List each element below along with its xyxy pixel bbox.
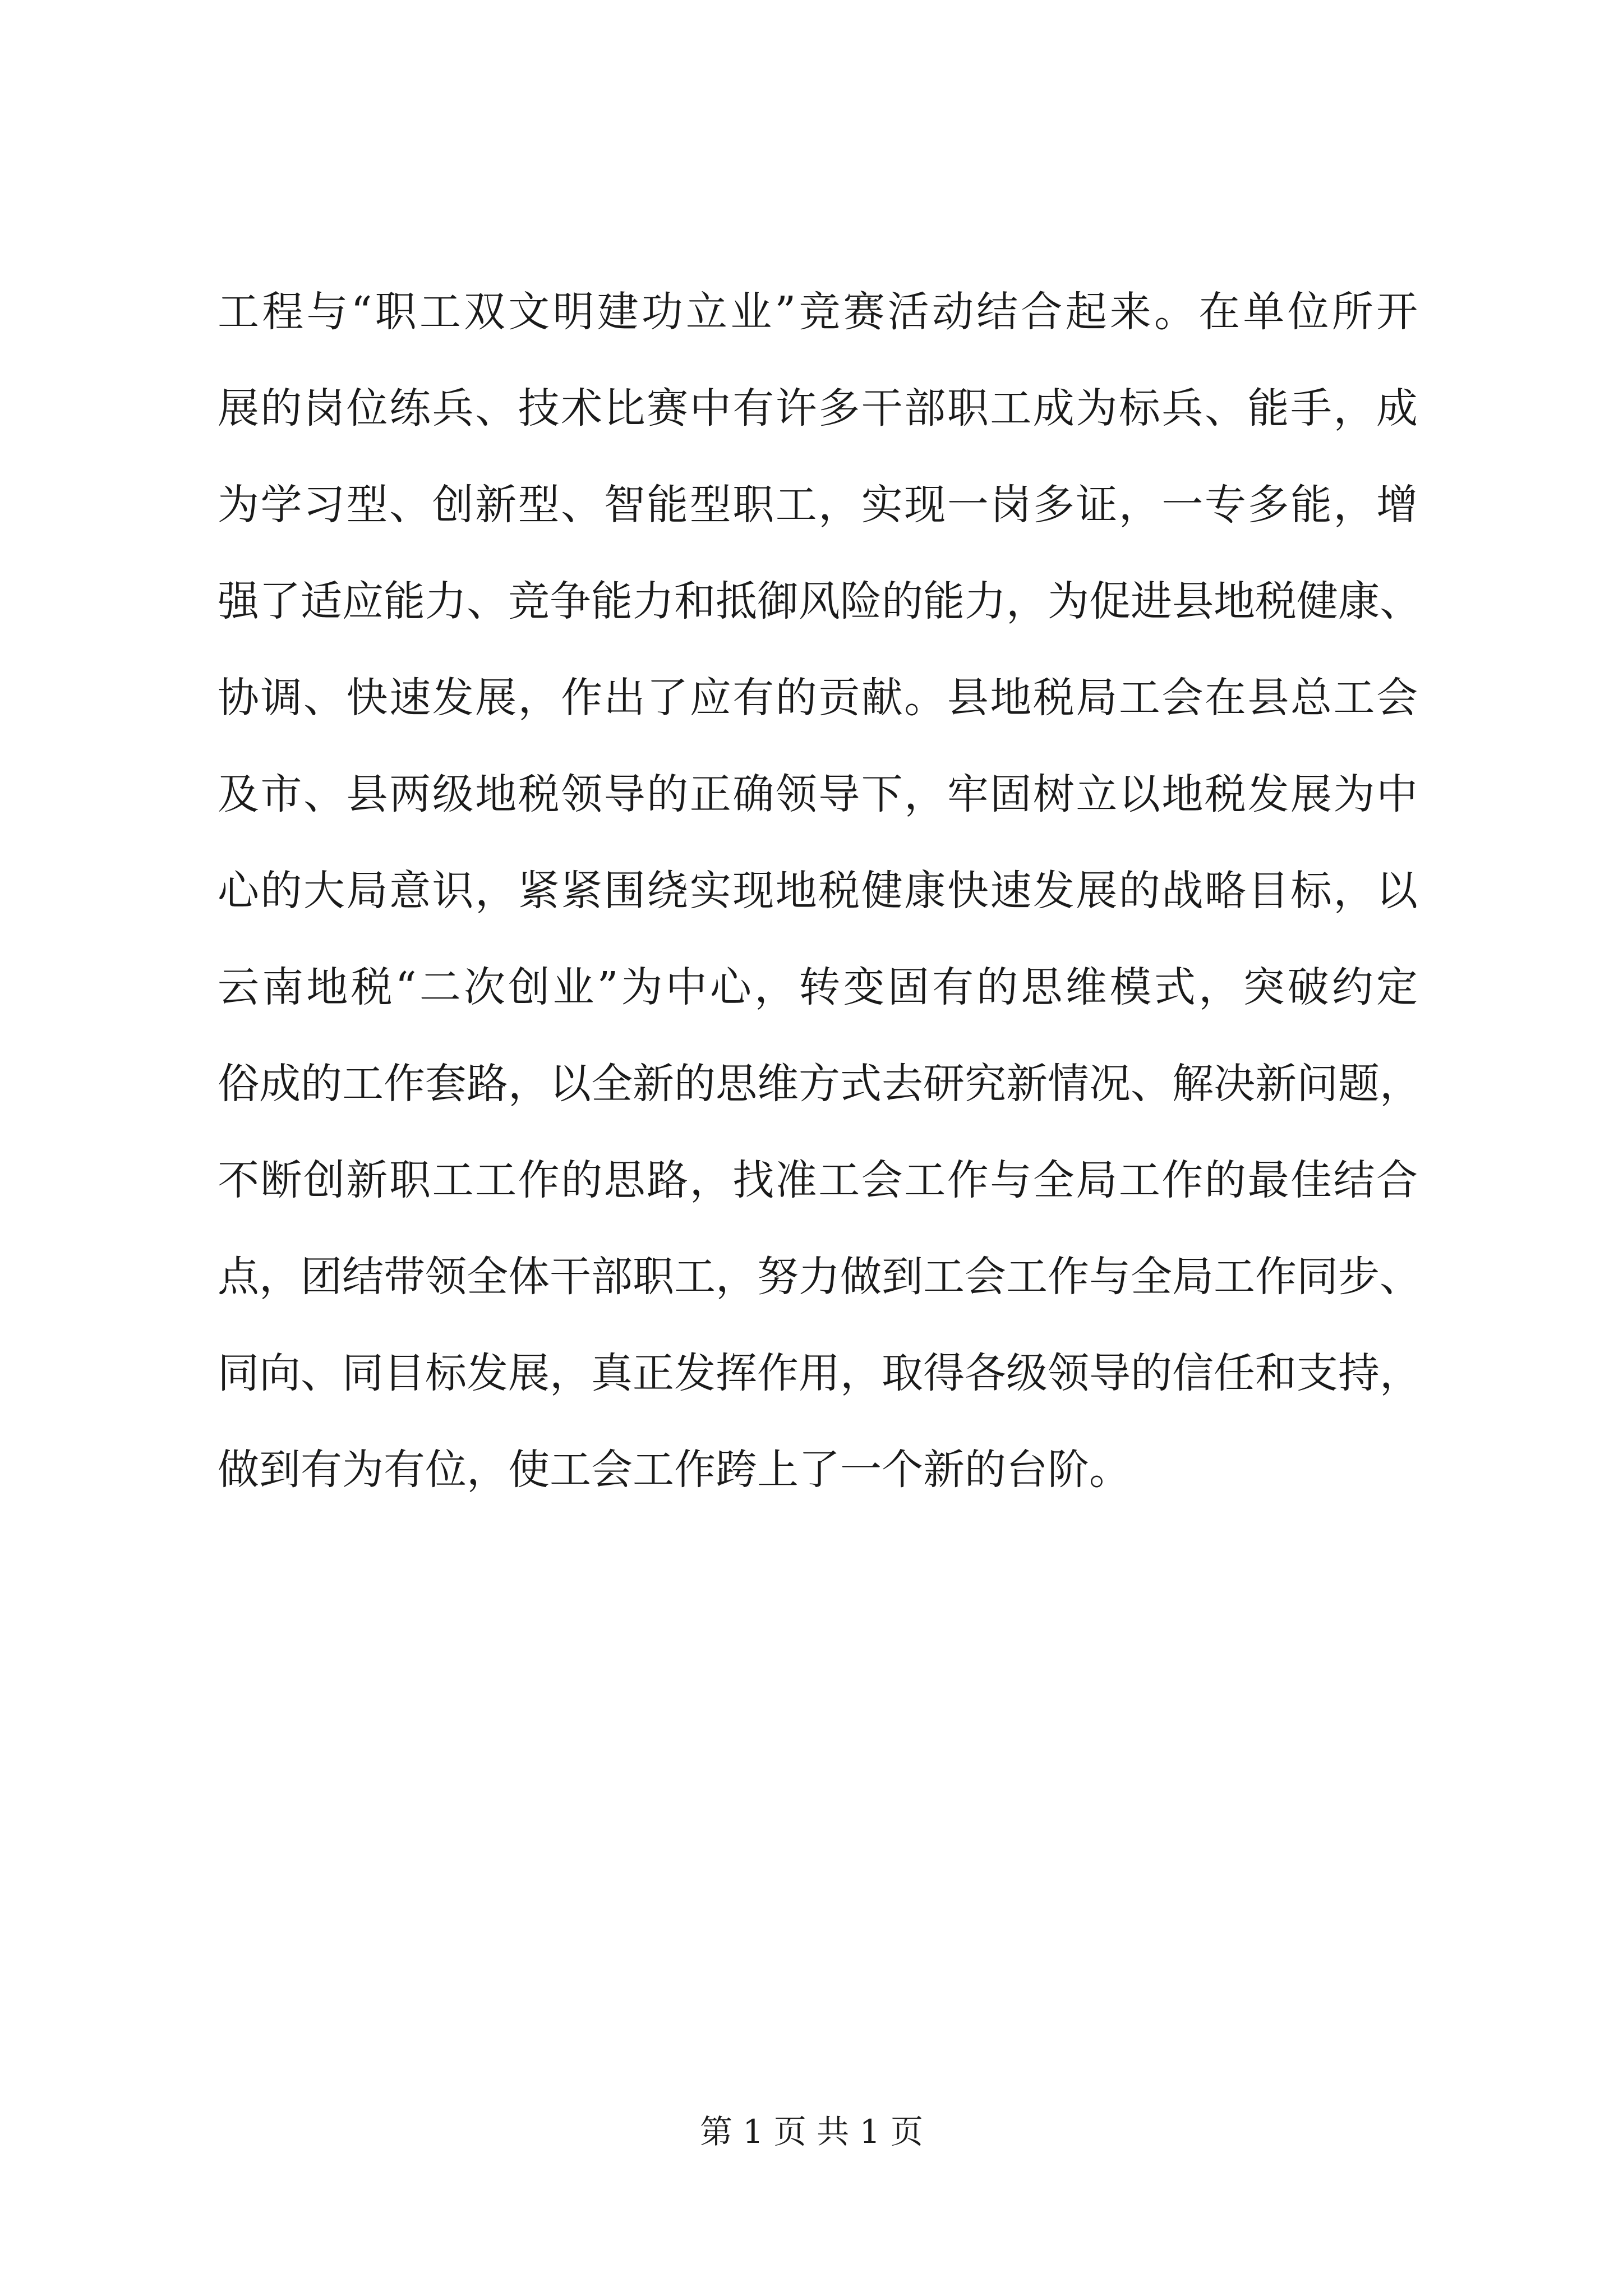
paragraph-line: 为学习型、创新型、智能型职工，实现一岗多证，一专多能，增 <box>218 481 1418 529</box>
paragraph-line: 工程与“职工双文明建功立业”竞赛活动结合起来。在单位所开 <box>218 288 1418 336</box>
paragraph-line: 同向、同目标发展，真正发挥作用，取得各级领导的信任和支持， <box>218 1349 1421 1397</box>
paragraph-line: 俗成的工作套路，以全新的思维方式去研究新情况、解决新问题， <box>218 1060 1421 1108</box>
paragraph-line: 不断创新职工工作的思路，找准工会工作与全局工作的最佳结合 <box>218 1156 1418 1204</box>
paragraph-line: 协调、快速发展，作出了应有的贡献。县地税局工会在县总工会 <box>218 674 1418 722</box>
paragraph-line: 强了适应能力、竞争能力和抵御风险的能力，为促进县地税健康、 <box>218 577 1421 625</box>
paragraph-line: 云南地税“二次创业”为中心，转变固有的思维模式，突破约定 <box>218 963 1418 1011</box>
paragraph-line: 做到有为有位，使工会工作跨上了一个新的台阶。 <box>218 1446 1131 1494</box>
body-paragraph <box>218 264 1421 1518</box>
paragraph-line: 点，团结带领全体干部职工，努力做到工会工作与全局工作同步、 <box>218 1253 1421 1301</box>
page-footer: 第 1 页 共 1 页 <box>700 2113 923 2151</box>
paragraph-line: 及市、县两级地税领导的正确领导下，牢固树立以地税发展为中 <box>218 770 1418 818</box>
paragraph-line: 展的岗位练兵、技术比赛中有许多干部职工成为标兵、能手，成 <box>218 384 1418 432</box>
paragraph-line: 心的大局意识，紧紧围绕实现地税健康快速发展的战略目标，以 <box>218 867 1418 915</box>
